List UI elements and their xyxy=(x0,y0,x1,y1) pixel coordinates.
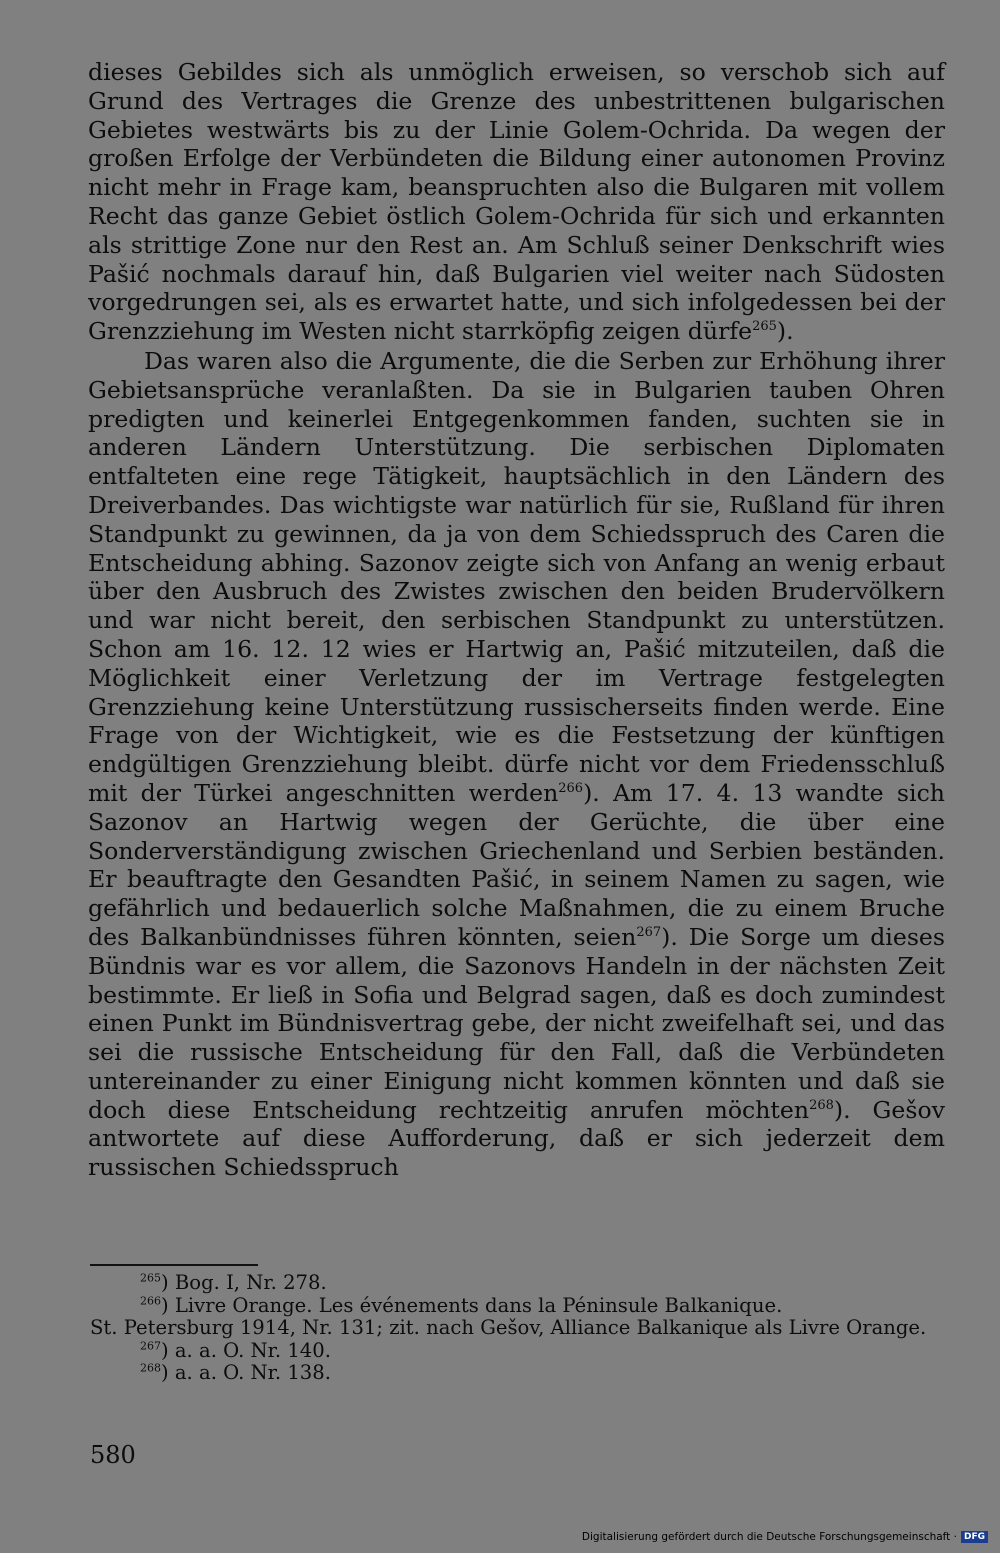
footnote-text: ) a. a. O. Nr. 138. xyxy=(161,1361,331,1384)
footnote-mark: 267 xyxy=(140,1338,161,1352)
footnote-ref-267[interactable]: 267 xyxy=(636,925,662,941)
footnote-mark: 268 xyxy=(140,1361,161,1375)
p2-text-b: ). Am 17. 4. 13 wandte sich Sazonov an Hartwig wegen der Gerüchte, die über eine Sonderverständigung zwischen Griechenland und Serbien beständen. Er beauftragte den Gesandten Pašić, in seinem Namen zu sagen, wie gefährlich und bedauerlich solche Maßnahmen, die zu einem Bruche des Balkanbündnisses führen könnten, seien xyxy=(88,778,945,951)
paragraph-2 xyxy=(88,347,945,1182)
footnote-ref-266[interactable]: 266 xyxy=(558,781,584,797)
p1-text-a: dieses Gebildes sich als unmöglich erweisen, so verschob sich auf Grund des Vertrages die Grenze des unbestrittenen bulgarischen Gebietes westwärts bis zu der Linie Golem-Ochrida. Da wegen der großen Erfolge der Verbündeten die Bildung einer autonomen Provinz nicht mehr in Frage kam, beanspruchten also die Bulgaren mit vollem Recht das ganze Gebiet östlich Golem-Ochrida für sich und erkannten als strittige Zone nur den Rest an. Am Schluß seiner Denkschrift wies Pašić nochmals darauf hin, daß Bulgarien viel weiter nach Südosten vorgedrungen sei, als es erwartet hatte, und sich infolgedessen bei der Grenzziehung im Westen nicht starrköpfig zeigen dürfe xyxy=(88,58,945,346)
credit-text: Digitalisierung gefördert durch die Deutsche Forschungsgemeinschaft · xyxy=(581,1531,957,1543)
dfg-logo-icon: DFG xyxy=(961,1531,988,1543)
footnote-mark: 266 xyxy=(140,1293,161,1307)
p2-text-d: ). Gešov antwortete auf diese Aufforderung, daß er sich jederzeit dem russischen Schiedsspruch xyxy=(88,1095,946,1182)
page-number: 580 xyxy=(90,1441,136,1469)
p1-text-b: ). xyxy=(776,317,794,346)
footnote-267 xyxy=(90,1340,950,1363)
paragraph-1 xyxy=(88,58,945,346)
footnote-268 xyxy=(90,1362,950,1385)
digitization-credit xyxy=(582,1529,988,1545)
footnote-ref-268[interactable]: 268 xyxy=(809,1097,834,1113)
footnote-mark: 265 xyxy=(140,1271,161,1285)
body-text xyxy=(88,58,945,1182)
footnote-text: ) Livre Orange. Les événements dans la Péninsule Balkanique. xyxy=(161,1293,783,1317)
footnote-text: ) Bog. I, Nr. 278. xyxy=(161,1271,327,1294)
p2-text-a: Das waren also die Argumente, die die Serben zur Erhöhung ihrer Gebietsansprüche veranlaßten. Da sie in Bulgarien tauben Ohren predigten und keinerlei Entgegenkommen fanden, suchten sie in anderen Ländern Unterstützung. Die serbischen Diplomaten entfalteten eine rege Tätigkeit, hauptsächlich in den Ländern des Dreiverbandes. Das wichtigste war natürlich für sie, Rußland für ihren Standpunkt zu gewinnen, da ja von dem Schiedsspruch des Caren die Entscheidung abhing. Sazonov zeigte sich von Anfang an wenig erbaut über den Ausbruch des Zwistes zwischen den beiden Brudervölkern und war nicht bereit, den serbischen Standpunkt zu unterstützen. Schon am 16. 12. 12 wies er Hartwig an, Pašić mitzuteilen, daß die Möglichkeit einer Verletzung der im Vertrage festgelegten Grenzziehung keine Unterstützung russischerseits finden werde. Eine Frage von der Wichtigkeit, wie es die Festsetzung der künftigen endgültigen Grenzziehung bleibt. dürfe nicht vor dem Friedensschluß mit der Türkei angeschnitten werden xyxy=(88,346,945,807)
p2-text-c: ). Die Sorge um dieses Bündnis war es vor allem, die Sazonovs Handeln in der nächsten Zeit bestimmte. Er ließ in Sofia und Belgrad sagen, daß es doch zumindest einen Punkt im Bündnisvertrag gebe, der nicht zweifelhaft sei, und das sei die russische Entscheidung für den Fall, daß die Verbündeten untereinander zu einer Einigung nicht kommen könnten und daß sie doch diese Entscheidung rechtzeitig anrufen möchten xyxy=(88,922,945,1124)
footnote-divider xyxy=(90,1264,258,1266)
footnote-266 xyxy=(90,1295,950,1318)
footnote-ref-265[interactable]: 265 xyxy=(752,319,777,335)
footnote-266-continuation: St. Petersburg 1914, Nr. 131; zit. nach Gešov, Alliance Balkanique als Livre Orange. xyxy=(90,1316,927,1339)
footnotes xyxy=(90,1272,950,1385)
footnote-265 xyxy=(90,1272,950,1295)
footnote-text: ) a. a. O. Nr. 140. xyxy=(161,1338,331,1362)
